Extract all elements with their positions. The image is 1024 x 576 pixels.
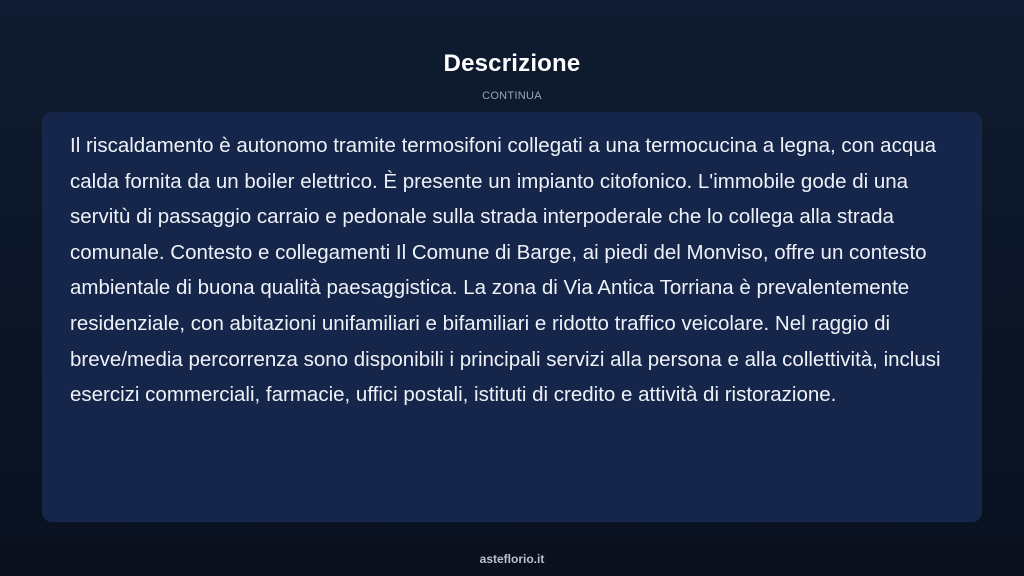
page-title: Descrizione: [443, 50, 581, 77]
description-card: [42, 112, 982, 522]
page-subtitle: CONTINUA: [482, 90, 542, 102]
footer-site-label: asteflorio.it: [479, 552, 545, 566]
footer-bar: [0, 543, 1024, 576]
description-text: Il riscaldamento è autonomo tramite termosifoni collegati a una termocucina a legna, con acqua calda fornita da un boiler elettrico. È presente un impianto citofonico. L'immobile gode di una servitù di passaggio carraio e pedonale sulla strada interpoderale che lo collega alla strada comunale. Contesto e collegamenti Il Comune di Barge, ai piedi del Monviso, offre un contesto ambientale di buona qualità paesaggistica. La zona di Via Antica Torriana è prevalentemente residenziale, con abitazioni unifamiliari e bifamiliari e ridotto traffico veicolare. Nel raggio di breve/media percorrenza sono disponibili i principali servizi alla persona e alla collettività, inclusi esercizi commerciali, farmacie, uffici postali, istituti di credito e attività di ristorazione.: [70, 134, 941, 407]
